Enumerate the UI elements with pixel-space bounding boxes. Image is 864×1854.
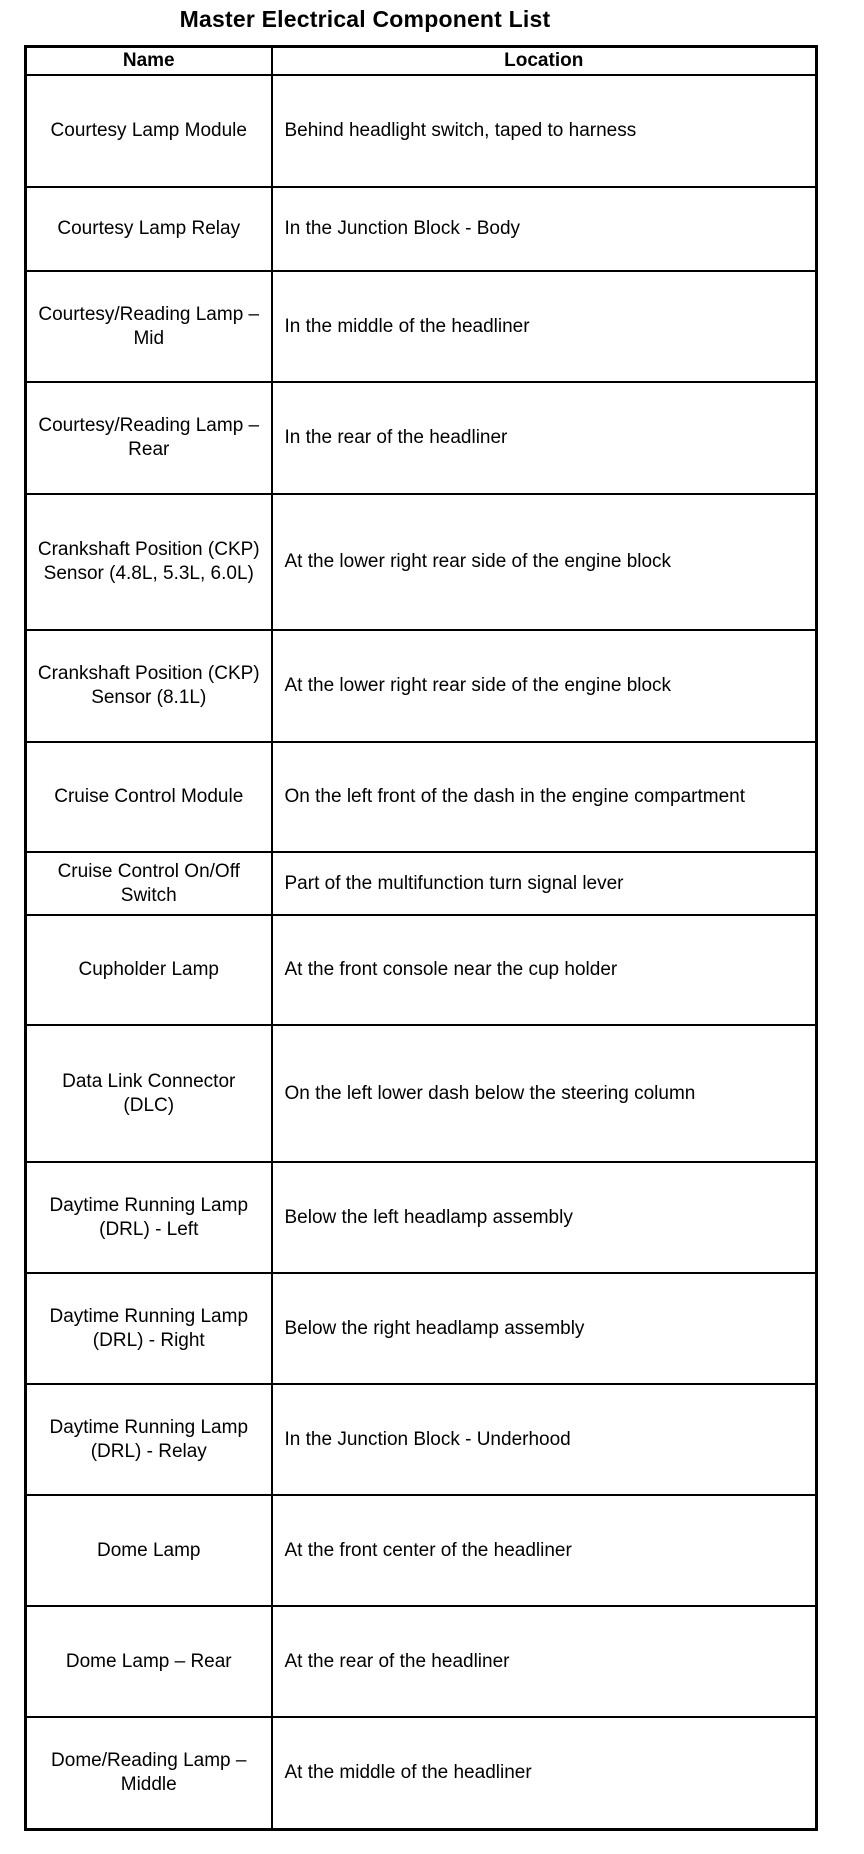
component-location: At the front console near the cup holder: [272, 915, 817, 1025]
component-location: At the lower right rear side of the engine block: [272, 494, 817, 630]
table-row: [26, 630, 817, 742]
table-row: [26, 1273, 817, 1384]
page-title: Master Electrical Component List: [179, 6, 551, 32]
component-name: Dome Lamp: [26, 1495, 272, 1606]
component-location: Below the left headlamp assembly: [272, 1162, 817, 1273]
header-row: [26, 47, 817, 76]
table-row: [26, 494, 817, 630]
component-location: In the Junction Block - Body: [272, 187, 817, 271]
table-row: [26, 852, 817, 915]
component-location: On the left lower dash below the steering column: [272, 1025, 817, 1162]
table-row: [26, 271, 817, 382]
component-location: At the middle of the headliner: [272, 1717, 817, 1829]
component-name: Courtesy/Reading Lamp – Mid: [26, 271, 272, 382]
table-header: [26, 47, 817, 76]
column-header-name: Name: [26, 47, 272, 76]
component-name: Data Link Connector (DLC): [26, 1025, 272, 1162]
table-row: [26, 1384, 817, 1495]
table-body: [26, 75, 817, 1829]
component-name: Cupholder Lamp: [26, 915, 272, 1025]
component-name: Courtesy/Reading Lamp – Rear: [26, 382, 272, 494]
table-row: [26, 75, 817, 187]
component-name: Dome/Reading Lamp – Middle: [26, 1717, 272, 1829]
component-location: In the middle of the headliner: [272, 271, 817, 382]
component-location: In the Junction Block - Underhood: [272, 1384, 817, 1495]
table-row: [26, 1495, 817, 1606]
component-name: Courtesy Lamp Module: [26, 75, 272, 187]
component-name: Cruise Control On/Off Switch: [26, 852, 272, 915]
table-row: [26, 742, 817, 852]
component-table: [24, 45, 818, 1831]
table-row: [26, 915, 817, 1025]
component-name: Courtesy Lamp Relay: [26, 187, 272, 271]
component-name: Crankshaft Position (CKP) Sensor (8.1L): [26, 630, 272, 742]
component-location: At the rear of the headliner: [272, 1606, 817, 1717]
component-name: Cruise Control Module: [26, 742, 272, 852]
component-name: Crankshaft Position (CKP) Sensor (4.8L, 5.3L, 6.0L): [26, 494, 272, 630]
component-location: On the left front of the dash in the engine compartment: [272, 742, 817, 852]
table-row: [26, 1025, 817, 1162]
component-name: Daytime Running Lamp (DRL) - Left: [26, 1162, 272, 1273]
component-name: Daytime Running Lamp (DRL) - Relay: [26, 1384, 272, 1495]
component-location: Part of the multifunction turn signal lever: [272, 852, 817, 915]
table-row: [26, 1717, 817, 1829]
component-location: At the lower right rear side of the engine block: [272, 630, 817, 742]
table-row: [26, 187, 817, 271]
component-location: Behind headlight switch, taped to harness: [272, 75, 817, 187]
table-row: [26, 1606, 817, 1717]
column-header-location: Location: [272, 47, 817, 76]
component-location: In the rear of the headliner: [272, 382, 817, 494]
table-row: [26, 382, 817, 494]
component-name: Daytime Running Lamp (DRL) - Right: [26, 1273, 272, 1384]
table-row: [26, 1162, 817, 1273]
component-location: Below the right headlamp assembly: [272, 1273, 817, 1384]
component-name: Dome Lamp – Rear: [26, 1606, 272, 1717]
component-location: At the front center of the headliner: [272, 1495, 817, 1606]
